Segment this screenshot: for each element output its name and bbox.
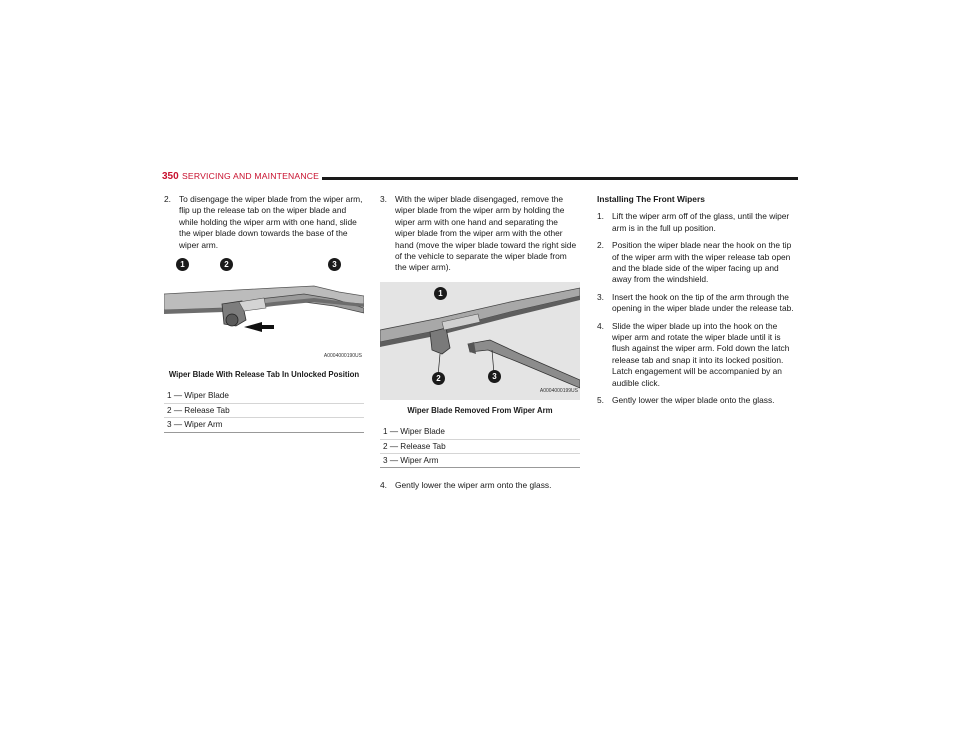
wiper-blade-unlocked-illustration bbox=[164, 264, 364, 364]
install-step bbox=[597, 321, 797, 389]
figure-legend bbox=[380, 425, 580, 468]
column-1 bbox=[164, 194, 364, 445]
figure-release-tab-unlocked bbox=[164, 260, 364, 364]
callout-2: 2 bbox=[432, 372, 445, 385]
step-text: With the wiper blade disengaged, remove the wiper blade from the wiper arm by holding the wiper arm with one hand and separating the wiper blade from the wiper arm with the other hand (move the wiper blade toward the right side of the vehicle to separate the wiper blade from the wiper arm). bbox=[395, 194, 577, 273]
legend-row: 1 — Wiper Blade bbox=[380, 425, 580, 439]
figure-code: A0004000190US bbox=[323, 352, 362, 359]
legend-row: 2 — Release Tab bbox=[164, 404, 364, 418]
step-number: 4. bbox=[597, 320, 604, 331]
step-number: 3. bbox=[380, 194, 387, 204]
step-number: 3. bbox=[597, 291, 604, 302]
install-step bbox=[597, 292, 797, 315]
legend-row: 1 — Wiper Blade bbox=[164, 389, 364, 403]
step-text: Insert the hook on the tip of the arm through the opening in the wiper blade under the release tab. bbox=[612, 291, 794, 314]
wiper-blade-removed-illustration bbox=[380, 282, 580, 400]
step-4 bbox=[380, 480, 580, 491]
column-3 bbox=[597, 194, 797, 413]
install-step bbox=[597, 395, 797, 406]
install-step bbox=[597, 211, 797, 234]
step-number: 5. bbox=[597, 395, 604, 406]
callout-3: 3 bbox=[328, 258, 341, 271]
figure-caption: Wiper Blade With Release Tab In Unlocked Position bbox=[168, 370, 360, 380]
step-text: Lift the wiper arm off of the glass, until the wiper arm is in the full up position. bbox=[612, 211, 790, 233]
legend-row: 2 — Release Tab bbox=[380, 440, 580, 454]
step-text: Position the wiper blade near the hook on the tip of the wiper arm with the wiper release tab open and the blade side of the wiper facing up and away from the windshield. bbox=[612, 240, 792, 285]
step-number: 1. bbox=[597, 211, 604, 222]
legend-row: 3 — Wiper Arm bbox=[167, 420, 223, 430]
step-text: Gently lower the wiper arm onto the glass. bbox=[395, 480, 552, 491]
step-number: 2. bbox=[164, 194, 171, 204]
page-header bbox=[162, 171, 798, 185]
step-3 bbox=[380, 194, 580, 274]
legend-row: 3 — Wiper Arm bbox=[383, 456, 439, 466]
figure-legend bbox=[164, 389, 364, 432]
step-number: 2. bbox=[597, 240, 604, 251]
callout-2: 2 bbox=[220, 258, 233, 271]
step-number: 4. bbox=[380, 480, 387, 491]
step-2 bbox=[164, 194, 364, 251]
section-heading: Installing The Front Wipers bbox=[597, 194, 705, 204]
callout-3: 3 bbox=[488, 370, 501, 383]
figure-code: A0004000199US bbox=[539, 388, 578, 395]
step-text: Slide the wiper blade up into the hook on the wiper arm and rotate the wiper blade until it is flush against the wiper arm. Fold down the latch release tab and snap it into its locked position. Latch engagement will be accompanied by an audible click. bbox=[612, 320, 790, 388]
header-rule bbox=[322, 177, 798, 180]
callout-1: 1 bbox=[176, 258, 189, 271]
figure-blade-removed bbox=[380, 282, 580, 400]
column-2 bbox=[380, 194, 580, 498]
step-text: Gently lower the wiper blade onto the glass. bbox=[612, 395, 775, 406]
figure-caption: Wiper Blade Removed From Wiper Arm bbox=[407, 405, 553, 415]
callout-1: 1 bbox=[434, 287, 447, 300]
install-step bbox=[597, 240, 797, 286]
section-title: SERVICING AND MAINTENANCE bbox=[182, 171, 320, 181]
page-number: 350 bbox=[162, 171, 179, 182]
step-text: To disengage the wiper blade from the wiper arm, flip up the release tab on the wiper blade and while holding the wiper arm with one hand, slide the wiper blade down towards the base of the wiper arm. bbox=[179, 194, 363, 250]
